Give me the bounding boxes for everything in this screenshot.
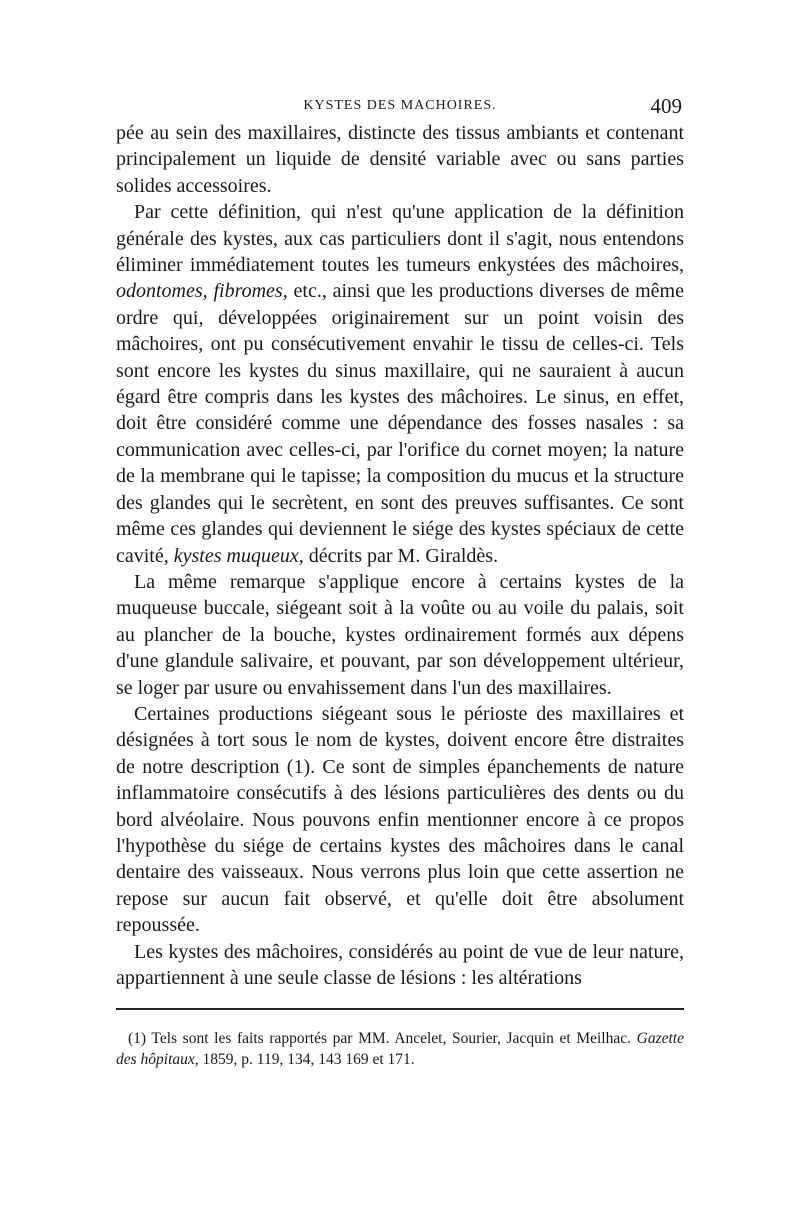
paragraph-3: La même remarque s'applique encore à certains kystes de la muqueuse buccale, siégeant soit à la voûte ou au voile du palais, soit au plancher de la bouche, kystes ordinairement formés aux dépens d'une glandule salivaire, et pouvant, par son développement ultérieur, se loger par usure ou envahissement dans l'un des maxillaires. bbox=[116, 570, 684, 699]
book-page bbox=[116, 92, 684, 1070]
paragraph-4: Certaines productions siégeant sous le périoste des maxillaires et désignées à tort sous le nom de kystes, doivent encore être distraites de notre description (1). Ce sont de simples épanchements de nature inflammatoire consécutifs à des lésions particulières des dents ou du bord alvéolaire. Nous pouvons enfin mentionner encore à ce propos l'hypothèse du siége de certains kystes des mâchoires dans le canal dentaire des vaisseaux. Nous verrons plus loin que cette assertion ne repose sur aucun fait observé, et qu'elle doit être absolument repoussée. bbox=[116, 702, 684, 937]
running-head bbox=[116, 92, 684, 120]
footnote-1-text-2: 1859, p. 119, 134, 143 169 et 171. bbox=[198, 1051, 415, 1069]
paragraph-1: pée au sein des maxillaires, distincte des tissus ambiants et contenant principalement un liquide de densité variable avec ou sans parties solides accessoires. bbox=[116, 122, 684, 197]
body-text bbox=[116, 120, 684, 991]
paragraph-2-emphasis-1: odontomes, fibromes, bbox=[116, 280, 288, 303]
paragraph-2-text-1: Par cette définition, qui n'est qu'une application de la définition générale des kystes, aux cas particuliers dont il s'agit, nous entendons éliminer immédiatement toutes les tumeurs enkystées des mâchoires, bbox=[116, 201, 684, 277]
footnotes bbox=[116, 1028, 684, 1070]
paragraph-5: Les kystes des mâchoires, considérés au point de vue de leur nature, appartiennent à une seule classe de lésions : les altérations bbox=[116, 940, 684, 989]
footnote-1 bbox=[116, 1028, 684, 1070]
page-number: 409 bbox=[650, 94, 682, 118]
paragraph-2-text-3: décrits par M. Giraldès. bbox=[303, 544, 499, 567]
paragraph-2 bbox=[116, 199, 684, 569]
footnote-rule bbox=[116, 1008, 684, 1010]
footnote-1-text-1: (1) Tels sont les faits rapportés par MM. Ancelet, Sourier, Jacquin et Meilhac. bbox=[128, 1030, 637, 1048]
running-title: KYSTES DES MACHOIRES. bbox=[303, 98, 497, 113]
paragraph-2-emphasis-2: kystes muqueux, bbox=[173, 544, 304, 567]
paragraph-2-text-2: etc., ainsi que les productions diverses de même ordre qui, développées originairement sur un point voisin des mâchoires, ont pu consécutivement envahir le tissu de celles-ci. Tels sont encore les kystes du sinus maxillaire, qui ne sauraient à aucun égard être compris dans les kystes des mâchoires. Le sinus, en effet, doit être considéré comme une dépendance des fosses nasales : sa communication avec celles-ci, par l'orifice du cornet moyen; la nature de la membrane qui le tapisse; la composition du mucus et la structure des glandes qui le secrètent, en sont des preuves suffisantes. Ce sont même ces glandes qui deviennent le siége des kystes spéciaux de cette cavité, bbox=[116, 280, 684, 567]
footnote-1-emphasis: Gazette des hôpitaux, bbox=[116, 1030, 684, 1069]
